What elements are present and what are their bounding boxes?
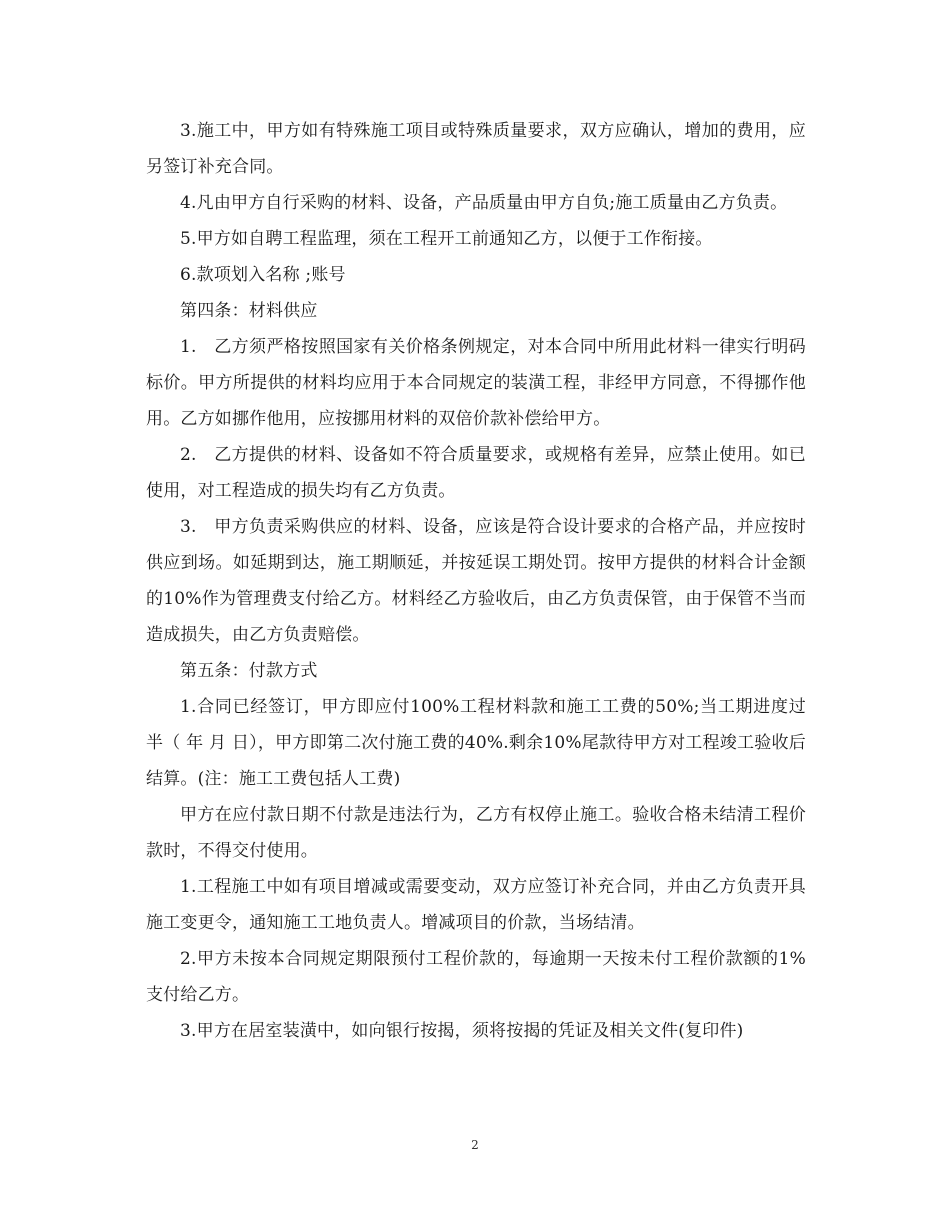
paragraph-payment-note: 甲方在应付款日期不付款是违法行为，乙方有权停止施工。验收合格未结清工程价款时，不得交付使用。 [146,805,806,861]
section-heading-article-5: 第五条：付款方式 [180,661,318,681]
page-number: 2 [471,1138,479,1152]
document-body [146,113,806,1049]
paragraph-clause-change-3: 3.甲方在居室装潢中，如向银行按揭，须将按揭的凭证及相关文件(复印件) [180,1021,744,1041]
paragraph-clause-3-6: 6.款项划入名称 ;账号 [180,265,346,285]
paragraph-clause-4-1: 1. 乙方须严格按照国家有关价格条例规定，对本合同中所用此材料一律实行明码标价。甲方所提供的材料均应用于本合同规定的装潢工程，非经甲方同意，不得挪作他用。乙方如挪作他用，应按挪用材料的双倍价款补偿给甲方。 [146,337,806,429]
paragraph-clause-3-5: 5.甲方如自聘工程监理，须在工程开工前通知乙方，以便于工作衔接。 [180,229,713,249]
paragraph-clause-5-1: 1.合同已经签订，甲方即应付100%工程材料款和施工工费的50%;当工期进度过半（ 年 月 日），甲方即第二次付施工费的40%.剩余10%尾款待甲方对工程竣工验收后结算。(注：施工工费包括人工费) [146,697,806,789]
paragraph-clause-4-3: 3. 甲方负责采购供应的材料、设备，应该是符合设计要求的合格产品，并应按时供应到场。如延期到达，施工期顺延，并按延误工期处罚。按甲方提供的材料合计金额的10%作为管理费支付给乙方。材料经乙方验收后，由乙方负责保管，由于保管不当而造成损失，由乙方负责赔偿。 [146,517,806,645]
section-heading-article-4: 第四条：材料供应 [180,301,318,321]
paragraph-clause-change-2: 2.甲方未按本合同规定期限预付工程价款的，每逾期一天按未付工程价款额的1%支付给乙方。 [146,949,806,1005]
paragraph-clause-3-4: 4.凡由甲方自行采购的材料、设备，产品质量由甲方自负;施工质量由乙方负责。 [180,193,788,213]
paragraph-clause-3-3: 3.施工中，甲方如有特殊施工项目或特殊质量要求，双方应确认，增加的费用，应另签订补充合同。 [146,121,806,177]
paragraph-clause-change-1: 1.工程施工中如有项目增减或需要变动，双方应签订补充合同，并由乙方负责开具施工变更令，通知施工工地负责人。增减项目的价款，当场结清。 [146,877,806,933]
paragraph-clause-4-2: 2. 乙方提供的材料、设备如不符合质量要求，或规格有差异，应禁止使用。如已使用，对工程造成的损失均有乙方负责。 [146,445,806,501]
